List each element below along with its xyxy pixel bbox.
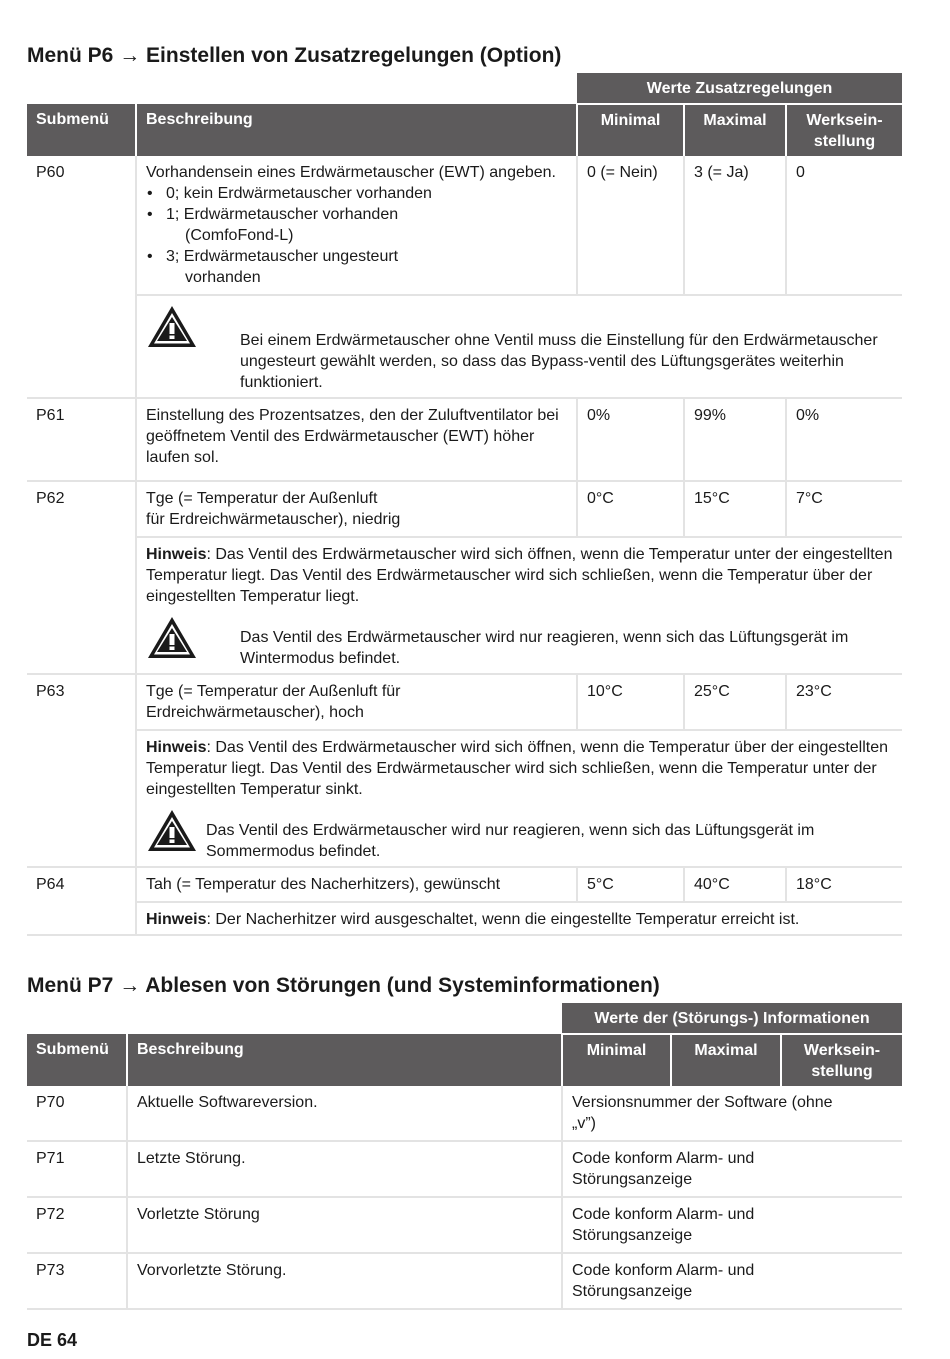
- description-line: Tge (= Temperatur der Außenluft: [146, 490, 378, 507]
- table-row-p60: [27, 156, 902, 295]
- note-body: : Das Ventil des Erdwärmetauscher wird sich öffnen, wenn die Temperatur unter der eingestellten Temperatur liegt. Das Ventil des Erdwärmetauscher wird sich schließen, wenn die Temperatur über der eingestellten Temperatur liegt.: [146, 546, 893, 605]
- note-label: Hinweis: [146, 911, 207, 928]
- section-title-p6-text: Einstellen von Zusatzregelungen (Option): [146, 44, 562, 67]
- submenu-code: P70: [27, 1086, 127, 1141]
- section-title-p6-menu: Menü P6: [27, 44, 114, 67]
- min-value: 0%: [577, 398, 684, 481]
- submenu-code: P71: [27, 1141, 127, 1197]
- submenu-code: P60: [27, 156, 136, 398]
- description-line: für Erdreichwärmetauscher), niedrig: [146, 511, 401, 528]
- info-value: Code konform Alarm- und Störungsanzeige: [562, 1141, 902, 1197]
- description-text: Vorhandensein eines Erdwärmetauscher (EWT) angeben.: [146, 164, 556, 181]
- note-box: [136, 730, 902, 867]
- description-text: Aktuelle Softwareversion.: [127, 1086, 562, 1141]
- submenu-code: P62: [27, 481, 136, 674]
- note-text: [146, 544, 893, 607]
- table-row-p62: [27, 481, 902, 537]
- min-value: 10°C: [577, 674, 684, 730]
- description-text: Tah (= Temperatur des Nacherhitzers), gewünscht: [136, 867, 577, 902]
- info-value: Code konform Alarm- und Störungsanzeige: [562, 1253, 902, 1309]
- note-text: [146, 737, 893, 800]
- table-p7: [27, 1003, 902, 1310]
- group-header-p6: Werte Zusatzregelungen: [577, 73, 902, 104]
- note-box: [136, 902, 902, 935]
- warning-triangle-icon: [146, 615, 198, 661]
- description-cell: [136, 156, 577, 295]
- header-default-line1: Werksein-: [803, 1042, 881, 1059]
- section-title-p6: [27, 44, 561, 68]
- header-default-line2: stellung: [811, 1063, 873, 1080]
- submenu-code: P61: [27, 398, 136, 481]
- section-title-p7-text: Ablesen von Störungen (und Systeminformationen): [145, 974, 660, 997]
- submenu-code: P64: [27, 867, 136, 935]
- warning-box: [136, 295, 902, 398]
- table-row-p61: [27, 398, 902, 481]
- header-row-p7: [27, 1034, 902, 1086]
- header-submenu: Submenü: [27, 1034, 127, 1086]
- description-text: Vorletzte Störung: [127, 1197, 562, 1253]
- info-value: Versionsnummer der Software (ohne „v”): [562, 1086, 902, 1141]
- submenu-code: P73: [27, 1253, 127, 1309]
- header-max: Maximal: [671, 1034, 781, 1086]
- default-value: 7°C: [786, 481, 902, 537]
- header-description: Beschreibung: [136, 104, 577, 156]
- header-description: Beschreibung: [127, 1034, 562, 1086]
- max-value: 99%: [684, 398, 786, 481]
- description-cell: [136, 481, 577, 537]
- list-item-text: 1; Erdwärmetauscher vorhanden: [166, 206, 399, 223]
- header-max: Maximal: [684, 104, 786, 156]
- arrow-icon: →: [119, 974, 141, 997]
- list-item: • 0; kein Erdwärmetauscher vorhanden: [146, 183, 567, 204]
- header-submenu: Submenü: [27, 104, 136, 156]
- description-text: Vorvorletzte Störung.: [127, 1253, 562, 1309]
- table-row-p71: [27, 1141, 902, 1197]
- table-p6: [27, 73, 902, 936]
- header-default-line1: Werksein-: [806, 112, 883, 129]
- description-text: Letzte Störung.: [127, 1141, 562, 1197]
- info-value: Code konform Alarm- und Störungsanzeige: [562, 1197, 902, 1253]
- header-row-p6: [27, 104, 902, 156]
- header-min: Minimal: [577, 104, 684, 156]
- list-item-text: 3; Erdwärmetauscher ungesteurt: [166, 248, 399, 265]
- header-default: [786, 104, 902, 156]
- option-list: [146, 183, 567, 288]
- note-box: [136, 537, 902, 674]
- list-item: [146, 204, 567, 246]
- min-value: 5°C: [577, 867, 684, 902]
- header-default: [781, 1034, 902, 1086]
- warning-triangle-icon: [146, 808, 198, 854]
- default-value: 0: [786, 156, 902, 295]
- table-row-p72: [27, 1197, 902, 1253]
- table-row-p64: [27, 867, 902, 902]
- warning-triangle-icon: [146, 304, 198, 350]
- min-value: 0°C: [577, 481, 684, 537]
- section-title-p7-menu: Menü P7: [27, 974, 114, 997]
- page-number: DE 64: [27, 1330, 78, 1350]
- note-label: Hinweis: [146, 739, 207, 756]
- warning-text: Das Ventil des Erdwärmetauscher wird nur reagieren, wenn sich das Lüftungsgerät im Wintermodus befindet.: [240, 629, 849, 667]
- min-value: 0 (= Nein): [577, 156, 684, 295]
- section-title-p7: [27, 974, 660, 998]
- list-item-cont: (ComfoFond-L): [185, 227, 294, 244]
- default-value: 18°C: [786, 867, 902, 902]
- note-label: Hinweis: [146, 546, 207, 563]
- note-body: : Der Nacherhitzer wird ausgeschaltet, wenn die eingestellte Temperatur erreicht ist.: [206, 911, 800, 928]
- group-header-p7: Werte der (Störungs-) Informationen: [562, 1003, 902, 1034]
- list-item: [146, 246, 567, 288]
- max-value: 40°C: [684, 867, 786, 902]
- description-text: Tge (= Temperatur der Außenluft für Erdreichwärmetauscher), hoch: [136, 674, 577, 730]
- table-row-p73: [27, 1253, 902, 1309]
- submenu-code: P72: [27, 1197, 127, 1253]
- submenu-code: P63: [27, 674, 136, 867]
- header-min: Minimal: [562, 1034, 671, 1086]
- note-body: : Das Ventil des Erdwärmetauscher wird sich öffnen, wenn die Temperatur über der eingestellten Temperatur liegt. Das Ventil des Erdwärmetauscher wird sich schließen, wenn die Temperatur unter der eingestellten Temperatur sinkt.: [146, 739, 889, 798]
- header-default-line2: stellung: [813, 133, 876, 150]
- table-row-p70: [27, 1086, 902, 1141]
- max-value: 15°C: [684, 481, 786, 537]
- warning-text: Bei einem Erdwärmetauscher ohne Ventil muss die Einstellung für den Erdwärmetauscher ungesteurt gewählt werden, so dass das Bypass-ventil des Lüftungsgerätes weiterhin funktioniert.: [240, 332, 878, 391]
- table-row-p63: [27, 674, 902, 730]
- description-text: Einstellung des Prozentsatzes, den der Zuluftventilator bei geöffnetem Ventil des Erdwärmetauscher (EWT) höher laufen sol.: [136, 398, 577, 481]
- arrow-icon: →: [119, 44, 141, 67]
- list-item-cont: vorhanden: [185, 269, 261, 286]
- warning-text: Das Ventil des Erdwärmetauscher wird nur reagieren, wenn sich das Lüftungsgerät im Sommermodus befindet.: [206, 822, 815, 860]
- max-value: 25°C: [684, 674, 786, 730]
- max-value: 3 (= Ja): [684, 156, 786, 295]
- default-value: 0%: [786, 398, 902, 481]
- default-value: 23°C: [786, 674, 902, 730]
